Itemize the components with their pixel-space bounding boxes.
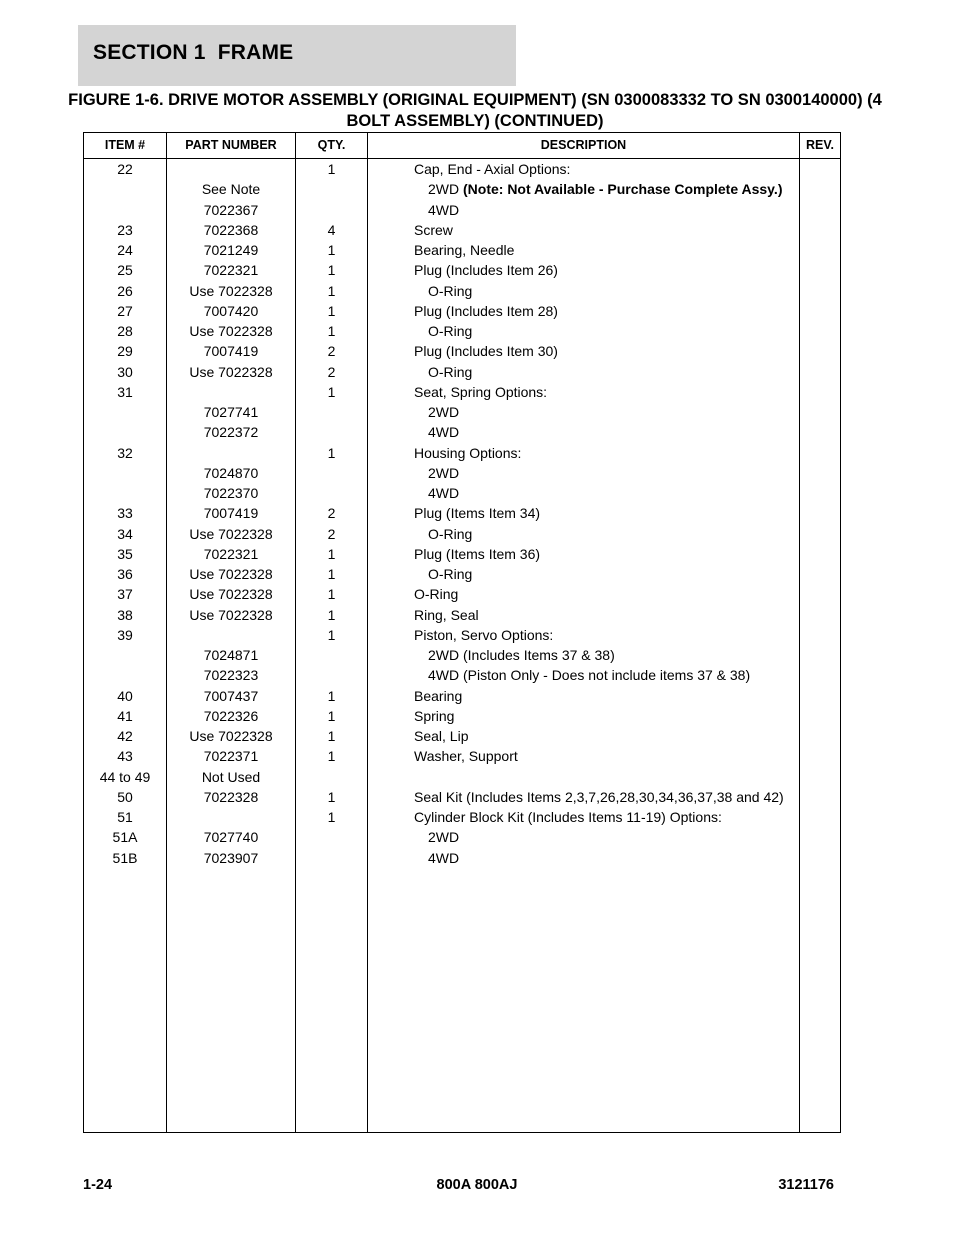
description	[414, 503, 540, 523]
part-number: 7022321	[203, 545, 259, 562]
table-row	[84, 362, 840, 382]
part-number: 7007419	[203, 343, 259, 360]
table-row	[84, 301, 840, 321]
quantity: 1	[327, 687, 336, 704]
description	[428, 848, 459, 868]
description-text: Ring, Seal	[414, 606, 479, 623]
description-text: O-Ring	[428, 323, 473, 339]
description	[414, 605, 479, 625]
item-number: 31	[117, 383, 133, 400]
description-text: 4WD (Piston Only - Does not include items 37 & 38)	[428, 667, 751, 684]
quantity: 1	[327, 626, 336, 643]
footer-page-number: 1-24	[83, 1177, 113, 1193]
part-number: 7022367	[203, 201, 259, 218]
description-text: 2WD	[428, 464, 460, 481]
description-text: Spring	[414, 707, 455, 724]
description-text: Plug (Items Item 36)	[414, 545, 541, 562]
quantity: 1	[327, 788, 336, 805]
item-number: 36	[117, 566, 133, 582]
part-number: 7027741	[203, 404, 259, 420]
table-row	[84, 382, 840, 402]
description	[414, 787, 784, 807]
quantity: 1	[327, 586, 336, 603]
table-row	[84, 807, 840, 827]
item-number: 29	[117, 343, 133, 360]
quantity: 1	[327, 728, 336, 744]
table-row	[84, 605, 840, 625]
table-row	[84, 159, 840, 179]
quantity: 1	[327, 748, 336, 765]
description	[414, 686, 462, 706]
part-number: Not Used	[201, 768, 261, 785]
description-note: (Note: Not Available - Purchase Complete Assy.)	[463, 181, 783, 198]
table-row	[84, 746, 840, 766]
section-title: SECTION 1 FRAME	[93, 41, 294, 64]
quantity: 1	[327, 707, 336, 724]
part-number: 7007419	[203, 505, 259, 522]
description	[414, 240, 514, 260]
description-text: Screw	[414, 221, 453, 238]
item-number: 28	[117, 323, 133, 339]
part-number: 7022368	[203, 221, 259, 238]
part-number: 7023907	[203, 849, 259, 866]
item-number: 39	[117, 626, 133, 643]
item-number: 51B	[112, 849, 138, 866]
description	[414, 159, 570, 179]
description	[414, 746, 518, 766]
description	[414, 706, 454, 726]
item-number: 51	[117, 809, 133, 825]
item-number: 23	[117, 221, 133, 238]
quantity: 1	[327, 383, 336, 400]
table-row	[84, 827, 840, 847]
description-text: Housing Options:	[414, 444, 522, 461]
item-number: 27	[117, 302, 133, 319]
description	[428, 463, 459, 483]
part-number: 7022371	[203, 748, 259, 765]
header-description: DESCRIPTION	[540, 138, 627, 152]
item-number: 25	[117, 262, 133, 279]
part-number: 7022321	[203, 262, 259, 279]
description-text: 4WD	[428, 201, 460, 218]
item-number: 26	[117, 282, 133, 299]
table-row	[84, 787, 840, 807]
description	[414, 544, 540, 564]
item-number: 42	[117, 728, 133, 744]
item-number: 44 to 49	[99, 768, 151, 785]
item-number: 37	[117, 586, 133, 603]
footer-model: 800A 800AJ	[436, 1177, 518, 1193]
description-text: Seal Kit (Includes Items 2,3,7,26,28,30,34,36,37,38 and 42)	[414, 788, 784, 805]
description-text: 2WD (Includes Items 37 & 38)	[428, 647, 615, 663]
part-number: Use 7022328	[189, 728, 273, 744]
description-text: Seal, Lip	[414, 728, 469, 744]
description-text: Cylinder Block Kit (Includes Items 11-19) Options:	[414, 809, 722, 825]
item-number: 50	[117, 788, 133, 805]
part-number: Use 7022328	[189, 282, 273, 299]
parts-table	[83, 132, 841, 1133]
description	[414, 301, 558, 321]
quantity: 1	[327, 161, 336, 177]
table-row	[84, 503, 840, 523]
description	[414, 625, 553, 645]
description	[414, 443, 521, 463]
part-number: 7027740	[203, 829, 259, 846]
part-number: Use 7022328	[189, 323, 273, 339]
quantity: 1	[327, 242, 336, 258]
quantity: 1	[327, 262, 336, 279]
item-number: 40	[117, 687, 133, 704]
description	[414, 260, 558, 280]
part-number: 7022372	[203, 424, 259, 441]
description	[414, 341, 558, 361]
item-number: 32	[117, 444, 133, 461]
quantity: 2	[327, 505, 336, 522]
table-row	[84, 483, 840, 503]
part-number: 7022370	[203, 485, 259, 501]
description-text: 2WD	[428, 404, 460, 420]
table-row	[84, 584, 840, 604]
quantity: 4	[327, 221, 336, 238]
part-number: Use 7022328	[189, 586, 273, 603]
description-text: 4WD	[428, 485, 460, 501]
item-number: 41	[117, 707, 133, 724]
description	[428, 665, 750, 685]
part-number: 7021249	[203, 242, 259, 258]
quantity: 1	[327, 566, 336, 582]
part-number: 7007437	[203, 687, 259, 704]
description	[428, 645, 615, 665]
table-row	[84, 281, 840, 301]
description-text: Plug (Includes Item 26)	[414, 262, 558, 279]
section-banner	[78, 25, 516, 86]
part-number: 7024870	[203, 464, 259, 481]
table-row	[84, 443, 840, 463]
quantity: 1	[327, 302, 336, 319]
part-number: Use 7022328	[189, 606, 273, 623]
description	[414, 807, 722, 827]
description-text: Cap, End - Axial Options:	[414, 161, 571, 177]
part-number: See Note	[201, 181, 261, 198]
item-number: 51A	[112, 829, 138, 846]
table-row	[84, 260, 840, 280]
quantity: 2	[327, 363, 336, 380]
figure-title: FIGURE 1-6. DRIVE MOTOR ASSEMBLY (ORIGINAL EQUIPMENT) (SN 0300083332 TO SN 0300140000) (4 BOLT ASSEMBLY) (CONTINUED)	[68, 91, 882, 130]
header-rev: REV.	[805, 138, 835, 152]
quantity: 1	[327, 323, 336, 339]
part-number: 7022323	[203, 667, 259, 684]
table-row	[84, 422, 840, 442]
table-row	[84, 686, 840, 706]
description	[414, 584, 458, 604]
description-text: Plug (Includes Item 28)	[414, 302, 558, 319]
description	[428, 483, 459, 503]
item-number: 24	[117, 242, 133, 258]
description-text: O-Ring	[428, 282, 473, 299]
table-row	[84, 402, 840, 422]
table-row	[84, 564, 840, 584]
description-text: Seat, Spring Options:	[414, 383, 548, 400]
quantity: 2	[327, 343, 336, 360]
part-number: 7007420	[203, 302, 259, 319]
quantity: 1	[327, 809, 336, 825]
table-row	[84, 240, 840, 260]
description-text: 4WD	[428, 849, 460, 866]
item-number: 43	[117, 748, 133, 765]
description-text: 4WD	[428, 424, 460, 441]
description	[428, 564, 472, 584]
description	[414, 220, 453, 240]
table-row	[84, 645, 840, 665]
description-text: Bearing	[414, 687, 463, 704]
part-number: Use 7022328	[189, 363, 273, 380]
description-text: O-Ring	[428, 525, 473, 542]
part-number: 7022326	[203, 707, 259, 724]
item-number: 22	[117, 161, 133, 177]
quantity: 1	[327, 606, 336, 623]
description-text: O-Ring	[428, 363, 473, 380]
description-text: Plug (Items Item 34)	[414, 505, 541, 522]
table-row	[84, 625, 840, 645]
part-number: 7024871	[203, 647, 259, 663]
description	[428, 402, 459, 422]
description	[428, 179, 782, 199]
table-row	[84, 200, 840, 220]
part-number: 7022328	[203, 788, 259, 805]
table-row	[84, 341, 840, 361]
header-item: ITEM #	[104, 138, 146, 152]
description-text: 2WD	[428, 829, 460, 846]
item-number: 34	[117, 525, 133, 542]
table-body	[84, 159, 840, 868]
item-number: 33	[117, 505, 133, 522]
table-row	[84, 767, 840, 787]
table-row	[84, 463, 840, 483]
part-number: Use 7022328	[189, 566, 273, 582]
footer-doc-number: 3121176	[778, 1177, 834, 1193]
description-text: O-Ring	[428, 566, 473, 582]
description-text: Piston, Servo Options:	[414, 626, 554, 643]
header-part-number: PART NUMBER	[185, 138, 277, 152]
description	[428, 524, 472, 544]
description-text: Plug (Includes Item 30)	[414, 343, 558, 360]
part-number: Use 7022328	[189, 525, 273, 542]
table-row	[84, 726, 840, 746]
description	[414, 726, 468, 746]
description-text: Bearing, Needle	[414, 242, 515, 258]
description	[428, 827, 459, 847]
quantity: 1	[327, 444, 336, 461]
quantity: 1	[327, 282, 336, 299]
description-text: Washer, Support	[414, 748, 518, 765]
description	[414, 382, 547, 402]
table-row	[84, 524, 840, 544]
quantity: 2	[327, 525, 336, 542]
description	[428, 321, 472, 341]
table-row	[84, 321, 840, 341]
description	[428, 281, 472, 301]
item-number: 38	[117, 606, 133, 623]
description	[428, 362, 472, 382]
table-row	[84, 544, 840, 564]
description-text: 2WD	[428, 181, 463, 198]
item-number: 30	[117, 363, 133, 380]
header-qty: QTY.	[317, 138, 346, 152]
table-row	[84, 220, 840, 240]
table-row	[84, 706, 840, 726]
description	[428, 422, 459, 442]
table-row	[84, 179, 840, 199]
item-number: 35	[117, 545, 133, 562]
description	[428, 200, 459, 220]
quantity: 1	[327, 545, 336, 562]
table-row	[84, 665, 840, 685]
description-text: O-Ring	[414, 586, 459, 603]
table-row	[84, 848, 840, 868]
